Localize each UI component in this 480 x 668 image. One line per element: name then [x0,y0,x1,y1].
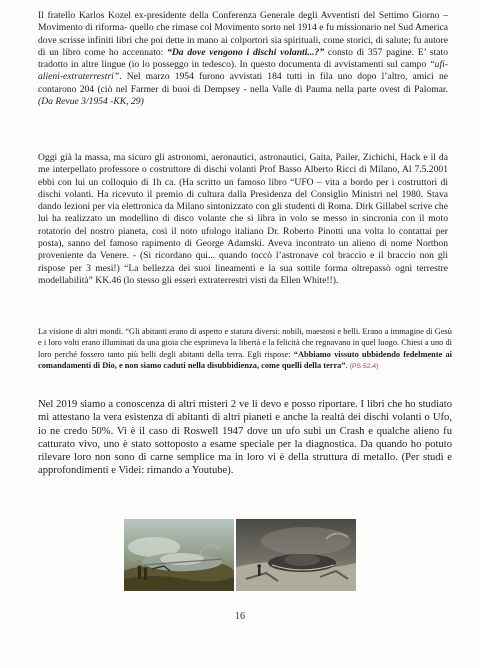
paragraph-vision-quote [38,326,452,372]
vision-quote-text: La visione di altri mondi. “Gli abitanti erano di aspetto e statura diversi: nobili, maestosi e belli. Erano a immagine di Gesù e i loro volti erano illuminati da una gioia che esprimeva la libertà e la felicità che regnavano in quel luogo. Chiesi a uno di loro perché fossero tanto più belli degli abitanti della terra. Egli rispose: [38,327,452,359]
paragraph-astronomers: Oggi già la massa, ma sicuro gli astronomi, aeronautici, astronautici, Gaita, Pailer, Zichichi, Hack e il da me interpellato professore o costruttore di dischi volanti Prof Basso Alberto Ricci di Milano, Al 7.5.2001 ebbi con lui un colloquio di 1h ca. (Ha scritto un famoso libro “UFO – vita a bordo per i costruttori di dischi volanti. Ha ricevuto il premio di cultura dalla Presidenza del Consiglio Ministri nel 1980. Stava dando lezioni per via elettronica da Milano sintonizzato con gli studenti di Roma. Dirk Gillabel scrive che lui ha realizzato un modellino di disco volante che si libra in volo se messo in sincronia con il moto rotatorio del nostro pianeta, così il noto ufologo italiano Dr. Roberto Pinotti una volta lo contattai per posta), sanno del famoso rapimento di George Adamski. Aveva incontrato un alieno di nome Northon proveniente da Venere. - (Si ricordano qui... quando toccò l’astronave col braccio e il braccio non gli rispose per 3 mesi!) “La bellezza dei suoi lineamenti e la sua sottile forma oltrepassò ogni terrestre modellabilità” KK.46 (lo stesso gli esseri extraterrestri visti da Ellen White!!). [38,152,448,286]
paragraph-roswell: Nel 2019 siamo a conoscenza di altri misteri 2 ve li devo e posso riportare. I libri che ho studiato mi attestano la vera esistenza di abitanti di altri pianeti e anche la realtà dei dischi volanti o Ufo, io ne credo 50%. Vi è il caso di Roswell 1947 dove un ufo subi un Crash e qualche alieno fu catturato vivo, uno è stato sottoposto a esame speciale per la diagnostica. Da quando ho potuto rilevare loro non sono di carne semplice ma in loro vi è della struttura di metallo. (Per studi e approfondimenti e Videi: rimando a Youtube). [38,399,452,477]
reference-tag: {PS 52.4} [349,362,379,370]
paragraph-kozel-text-c: consto di 357 pagine. E’ stato tradotto in altre lingue (io lo posseggo in tedesco). In questo documenta di avvistamenti sul campo [38,46,449,71]
vision-quote-answer: “Abbiamo vissuto ubbidendo fedelmente ai comandamenti di Dio, e non siamo caduti nella disubbidienza, come quelli della terra” [38,349,452,370]
page-number: 16 [235,611,245,622]
vision-quote-period: . [345,360,350,370]
book-title: “Da dove vengono i dischi volanti...?” [167,46,325,58]
paragraph-kozel-text-a: Il fratello Karlos Kozel ex-presidente della Conferenza Generale degli Avventisti del Settimo Giorno – Movimento di riforma- quello che rimase col Movimento sorto nel 1914 e fu missionario nel Sud America dove scrisse infiniti libri che poi dette in mano ai colportori sia spirituali, come storici, di salute; fu autore di un libro come ho accennato: [38,10,448,58]
paragraph-kozel-text-e: . Nel marzo 1954 furono avvistati 184 tutti in fila uno dopo l’altro, amici ne contarono 204 (ciò nel Farmer di buoi di Dempsey - nella Valle di Pauma nella parte ovest di Palomar. [38,71,448,95]
ufo-crash-image-right [236,519,356,591]
ufo-crash-image-left [124,519,234,591]
paragraph-kozel [38,10,448,108]
source-citation: (Da Revue 3/1954 -KK, 29) [38,96,144,108]
quoted-term: “ufi-alieni-extraterrestri” [38,59,448,83]
